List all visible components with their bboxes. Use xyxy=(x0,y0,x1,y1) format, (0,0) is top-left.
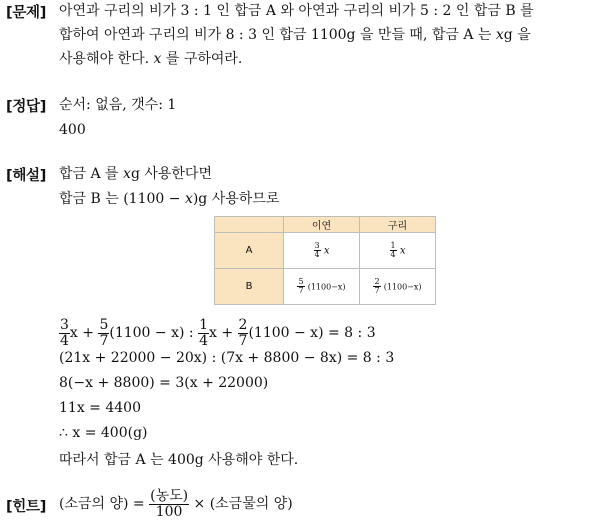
equation-2: (21x + 22000 − 20x) : (7x + 8800 − 8x) = 8 : 3 xyxy=(59,350,395,366)
problem-line-3: 사용해야 한다. x 를 구하여라. xyxy=(59,51,243,67)
equation-5: ∴ x = 400(g) xyxy=(59,425,148,441)
answer-tag: [정답] xyxy=(6,99,47,115)
equation-4: 11x = 4400 xyxy=(59,400,141,416)
cell-a-zinc: $\frac{3}{4}$ x xyxy=(284,233,360,269)
answer-value: 400 xyxy=(59,122,86,138)
cell-b-zinc: $\frac{5}{7}$ (1100−x) xyxy=(284,269,360,305)
solution-conclusion: 따라서 합금 A 는 400g 사용해야 한다. xyxy=(59,452,299,468)
problem-line-2: 합하여 아연과 구리의 비가 8 : 3 인 합금 1100g 을 만들 때, 합금 A 는 xg 을 xyxy=(59,27,531,43)
solution-line-2: 합금 B 는 (1100 − x)g 사용하므로 xyxy=(59,191,280,207)
answer-line-1: 순서: 없음, 갯수: 1 xyxy=(59,97,177,113)
hint-fraction: $\frac{\text{(농도)}}{100}$ xyxy=(150,487,189,520)
row-label-a: A xyxy=(215,233,284,269)
problem-tag: [문제] xyxy=(6,5,47,21)
solution-tag: [해설] xyxy=(6,168,47,184)
equation-3: 8(−x + 8800) = 3(x + 22000) xyxy=(59,375,269,391)
alloy-ratio-table xyxy=(214,216,436,305)
table-row-b xyxy=(215,269,436,305)
table-header-copper: 구리 xyxy=(360,217,436,233)
cell-a-copper: $\frac{1}{4}$ x xyxy=(360,233,436,269)
table-row-a xyxy=(215,233,436,269)
table-header-zinc: 이연 xyxy=(284,217,360,233)
solution-line-1: 합금 A 를 xg 사용한다면 xyxy=(59,166,212,182)
problem-line-1: 아연과 구리의 비가 3 : 1 인 합금 A 와 아연과 구리의 비가 5 : 2 인 합금 B 를 xyxy=(59,3,534,19)
equation-1: $\frac{3}{4}$ x + $\frac{5}{7}$ (1100 − x) : $\frac{1}{4}$ x + $\frac{2}{7}$ (1100 − x) = 8 : 3 xyxy=(60,317,376,349)
hint-tag: [힌트] xyxy=(6,499,47,515)
row-label-b: B xyxy=(215,269,284,305)
hint-formula: (소금의 양) = $\frac{\text{(농도)}}{100}$ × (소금물의 양) xyxy=(59,487,293,520)
table-corner xyxy=(215,217,284,233)
cell-b-copper: $\frac{2}{7}$ (1100−x) xyxy=(360,269,436,305)
